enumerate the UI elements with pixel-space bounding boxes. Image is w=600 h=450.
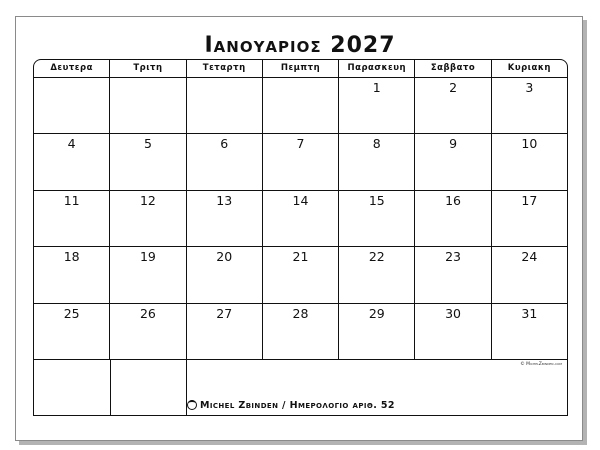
day-cell bbox=[263, 247, 339, 302]
day-number: 7 bbox=[296, 136, 305, 152]
weekday-thursday: Πεμπτη bbox=[263, 60, 339, 77]
day-number: 26 bbox=[139, 305, 156, 321]
weeks-container bbox=[34, 78, 567, 360]
day-cell bbox=[339, 191, 415, 246]
copyright-text: © MichelZbinden.com bbox=[520, 361, 562, 367]
notes-cell bbox=[111, 360, 188, 416]
day-cell bbox=[339, 78, 415, 133]
day-cell bbox=[34, 191, 110, 246]
day-number: 1 bbox=[372, 80, 381, 95]
day-cell bbox=[110, 304, 186, 359]
day-cell bbox=[339, 134, 415, 189]
day-number: 19 bbox=[139, 249, 156, 265]
day-number: 16 bbox=[445, 192, 461, 208]
weekday-sunday: Κυριακη bbox=[507, 63, 551, 73]
day-cell bbox=[263, 191, 339, 246]
day-number: 27 bbox=[216, 305, 233, 321]
day-number: 25 bbox=[63, 305, 80, 321]
day-cell bbox=[187, 78, 263, 133]
day-cell bbox=[415, 134, 491, 189]
day-cell bbox=[492, 78, 567, 133]
day-number: 10 bbox=[521, 136, 538, 152]
day-cell bbox=[263, 78, 339, 133]
day-cell bbox=[492, 304, 567, 359]
day-number: 14 bbox=[292, 192, 309, 208]
day-cell bbox=[187, 247, 263, 302]
day-cell bbox=[415, 247, 491, 302]
day-cell bbox=[110, 191, 186, 246]
notes-row bbox=[34, 360, 567, 416]
day-cell bbox=[34, 134, 110, 189]
calendar-title: Ιανουαριος 2027 bbox=[204, 33, 396, 58]
day-number: 5 bbox=[143, 136, 152, 152]
day-number: 8 bbox=[372, 136, 381, 152]
day-cell bbox=[187, 191, 263, 246]
day-number: 23 bbox=[445, 249, 461, 265]
day-cell bbox=[187, 304, 263, 359]
brand-text: Michel Zbinden / Ημερολογιο αριθ. 52 bbox=[200, 399, 395, 411]
day-cell bbox=[34, 304, 110, 359]
week-row bbox=[34, 304, 567, 360]
day-number: 4 bbox=[67, 136, 76, 152]
day-cell bbox=[339, 247, 415, 302]
weekday-saturday: Σαββατο bbox=[415, 60, 491, 77]
day-number: 22 bbox=[368, 249, 385, 265]
day-cell bbox=[110, 134, 186, 189]
weekday-friday: Παρασκευη bbox=[339, 60, 415, 77]
weekday-wednesday: Τεταρτη bbox=[187, 60, 263, 77]
day-cell bbox=[415, 78, 491, 133]
day-number: 3 bbox=[525, 80, 534, 95]
face-icon bbox=[187, 400, 197, 410]
day-cell bbox=[110, 247, 186, 302]
brand-line bbox=[187, 400, 395, 411]
day-number: 9 bbox=[449, 136, 458, 152]
weekday-tuesday: Τριτη bbox=[110, 60, 186, 77]
day-number: 18 bbox=[63, 249, 80, 265]
week-row bbox=[34, 191, 567, 247]
day-cell bbox=[492, 191, 567, 246]
day-cell bbox=[415, 304, 491, 359]
day-cell bbox=[492, 247, 567, 302]
footer-area bbox=[187, 360, 567, 416]
day-number: 11 bbox=[63, 192, 80, 208]
week-row bbox=[34, 247, 567, 303]
day-number: 31 bbox=[521, 305, 538, 321]
calendar-grid bbox=[33, 59, 568, 416]
week-row bbox=[34, 78, 567, 134]
day-cell bbox=[339, 304, 415, 359]
day-number: 21 bbox=[292, 249, 309, 265]
day-number: 24 bbox=[521, 249, 538, 265]
day-cell bbox=[187, 134, 263, 189]
day-number: 29 bbox=[368, 305, 385, 321]
day-cell bbox=[263, 304, 339, 359]
day-cell bbox=[415, 191, 491, 246]
day-cell bbox=[34, 78, 110, 133]
weekday-header bbox=[34, 60, 567, 78]
day-number: 30 bbox=[445, 305, 461, 321]
day-number: 6 bbox=[220, 136, 229, 152]
day-number: 15 bbox=[368, 192, 385, 208]
day-number: 13 bbox=[216, 192, 233, 208]
day-cell bbox=[110, 78, 186, 133]
day-number: 20 bbox=[216, 249, 233, 265]
week-row bbox=[34, 134, 567, 190]
day-number: 28 bbox=[292, 305, 309, 321]
day-number: 17 bbox=[521, 192, 538, 208]
day-cell bbox=[263, 134, 339, 189]
day-number: 12 bbox=[139, 192, 156, 208]
day-cell bbox=[492, 134, 567, 189]
weekday-monday: Δευτερα bbox=[34, 60, 110, 77]
day-number: 2 bbox=[449, 80, 458, 95]
notes-cell bbox=[34, 360, 111, 416]
day-cell bbox=[34, 247, 110, 302]
